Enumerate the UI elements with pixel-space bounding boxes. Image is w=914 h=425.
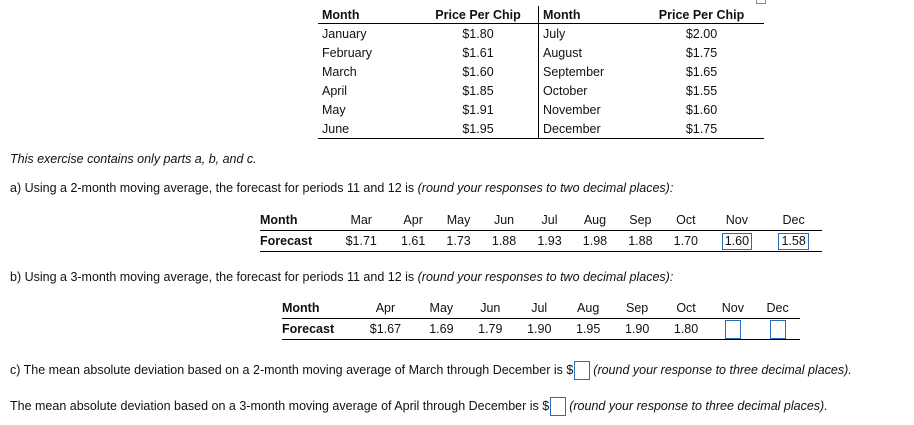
nov-forecast-input[interactable]: 1.60 [722,233,752,250]
table-row [318,62,764,81]
dec-forecast-input[interactable]: 1.58 [778,233,808,250]
price-cell: $1.60 [685,102,718,117]
forecast-cell: $1.71 [332,231,390,252]
row-label-month: Month [282,298,354,319]
price-cell: $1.55 [685,83,718,98]
month-header: Apr [390,210,435,231]
month-header: Dec [755,298,800,319]
nov-3mo-forecast-input[interactable] [725,320,741,339]
month-header: Sep [613,298,662,319]
table-row [318,119,764,139]
month-cell: March [322,64,357,79]
forecast-cell: 1.80 [662,319,711,340]
price-cell: $1.75 [639,119,764,139]
month-cell: September [539,62,640,81]
month-header: May [417,298,466,319]
forecast-cell: 1.95 [564,319,613,340]
price-cell: $1.80 [462,26,494,41]
price-cell: $2.00 [685,26,718,41]
part-b-prompt-text: b) Using a 3-month moving average, the forecast for periods 11 and 12 is [10,270,418,284]
intro-text: This exercise contains only parts a, b, and c. [10,152,257,166]
forecast-cell: 1.73 [436,231,481,252]
month-cell: June [318,119,418,139]
dec-forecast-cell [765,231,822,252]
header-month-left: Month [318,6,418,24]
price-cell: $1.85 [462,83,494,98]
month-header: Sep [618,210,663,231]
dec-3mo-forecast-input[interactable] [770,320,786,339]
forecast-cell: 1.61 [390,231,435,252]
part-a-note: (round your responses to two decimal places): [417,181,674,195]
month-header: Aug [572,210,617,231]
mad-2month-input[interactable] [574,361,590,380]
month-header: May [436,210,481,231]
month-cell: November [539,100,640,119]
part-b-forecast-table [282,298,800,340]
table-row [318,81,764,100]
forecast-cell: 1.69 [417,319,466,340]
forecast-cell: 1.90 [515,319,564,340]
month-cell: December [539,119,640,139]
month-cell: February [322,45,373,60]
month-header: Jul [527,210,572,231]
month-cell: April [322,83,348,98]
month-cell: July [539,24,640,44]
month-header: Mar [332,210,390,231]
part-c-line-2 [10,397,828,416]
month-header: Jun [466,298,515,319]
table-row [318,100,764,119]
part-a-prompt-text: a) Using a 2-month moving average, the forecast for periods 11 and 12 is [10,181,418,195]
price-per-chip-table [318,6,764,139]
month-header: Oct [662,298,711,319]
month-header: Jul [515,298,564,319]
forecast-cell: 1.88 [481,231,526,252]
month-header: Dec [765,210,822,231]
month-header: Oct [663,210,708,231]
forecast-cell: 1.70 [663,231,708,252]
part-b-note: (round your responses to two decimal places): [417,270,674,284]
nov-forecast-cell [709,231,766,252]
table-row [318,24,764,44]
forecast-cell: 1.88 [618,231,663,252]
price-cell: $1.91 [462,102,494,117]
forecast-cell: 1.79 [466,319,515,340]
month-header: Apr [354,298,417,319]
price-cell: $1.60 [462,64,494,79]
month-header: Nov [709,210,766,231]
row-label-forecast: Forecast [260,231,332,252]
corner-info-icon [756,0,766,4]
part-a-prompt [10,181,673,195]
row-label-forecast: Forecast [282,319,354,340]
month-cell: January [322,26,367,41]
dec-forecast-cell [755,319,800,340]
month-header: Aug [564,298,613,319]
part-c-text-2: The mean absolute deviation based on a 3-month moving average of April through December is $ [10,398,550,413]
forecast-cell: 1.90 [613,319,662,340]
price-cell: $1.65 [685,64,718,79]
nov-forecast-cell [711,319,756,340]
part-c-note-2: (round your response to three decimal places). [569,398,828,413]
forecast-cell: $1.67 [354,319,417,340]
part-a-forecast-table [260,210,822,252]
month-header: Nov [711,298,756,319]
row-label-month: Month [260,210,332,231]
forecast-cell: 1.98 [572,231,617,252]
part-b-prompt [10,270,673,284]
month-cell: October [539,81,640,100]
mad-3month-input[interactable] [550,397,566,416]
forecast-cell: 1.93 [527,231,572,252]
part-c-text-1: c) The mean absolute deviation based on a 2-month moving average of March through December is $ [10,362,574,377]
month-header: Jun [481,210,526,231]
part-c-line-1 [10,361,852,380]
header-price-left: Price Per Chip [418,6,539,24]
part-c-note-1: (round your response to three decimal places). [593,362,852,377]
price-cell: $1.95 [418,119,539,139]
header-month-right: Month [539,6,640,24]
month-cell: August [539,43,640,62]
month-cell: May [322,102,346,117]
table-row [318,43,764,62]
price-cell: $1.75 [685,45,718,60]
price-cell: $1.61 [462,45,494,60]
header-price-right: Price Per Chip [639,6,764,24]
